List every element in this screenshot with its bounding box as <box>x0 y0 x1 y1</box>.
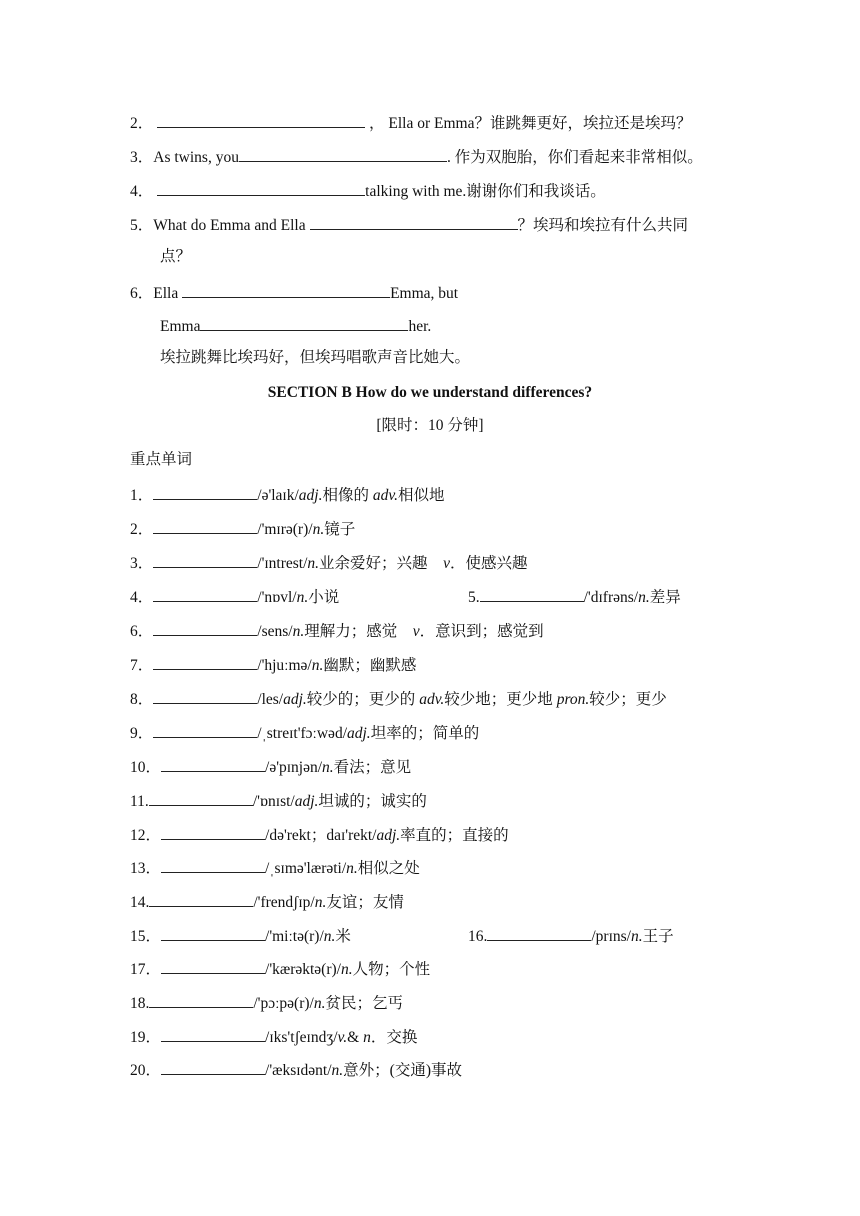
definition: ．使感兴趣 <box>449 555 528 572</box>
phonetic: /'ɒnɪst/ <box>252 793 295 810</box>
part-of-speech: n. <box>292 623 305 640</box>
phonetic: /'kærəktə(r)/ <box>265 961 341 978</box>
part-of-speech: n. <box>313 995 326 1012</box>
item-number: 17． <box>130 961 162 978</box>
sentence-text: Emma, but <box>390 285 459 302</box>
answer-blank[interactable] <box>153 688 257 704</box>
item-number: 15． <box>130 928 162 945</box>
answer-blank[interactable] <box>153 552 257 568</box>
sentence-text: ， Ella or Emma？谁跳舞更好，埃拉还是埃玛？ <box>369 115 692 132</box>
part-of-speech: n. <box>346 860 358 877</box>
answer-blank[interactable] <box>153 518 257 534</box>
definition: 幽默；幽默感 <box>323 657 417 674</box>
vocab-row-second-col <box>468 925 674 947</box>
definition: 镜子 <box>324 521 356 538</box>
definition: 小说 <box>308 589 340 606</box>
item-number: 2． <box>130 115 154 132</box>
part-of-speech: v <box>412 623 420 640</box>
phonetic: /'ɪntrest/ <box>257 555 308 572</box>
answer-blank[interactable] <box>153 654 257 670</box>
answer-blank[interactable] <box>161 958 265 974</box>
phonetic: /'mɪrə(r)/ <box>257 521 313 538</box>
answer-blank[interactable] <box>161 857 265 873</box>
answer-blank[interactable] <box>153 620 257 636</box>
item-number: 6． <box>130 623 154 640</box>
phonetic: /ˌstreɪt'fɔːwəd/ <box>257 725 347 742</box>
phonetic: /'frendʃɪp/ <box>253 894 315 911</box>
answer-blank[interactable] <box>161 1026 265 1042</box>
sentence-6 <box>130 282 458 304</box>
item-number: 11. <box>130 793 149 810</box>
part-of-speech: n. <box>314 894 327 911</box>
vocab-row <box>130 992 403 1014</box>
phonetic: /prɪns/ <box>591 928 631 945</box>
vocab-row <box>130 790 427 812</box>
item-number: 4． <box>130 183 154 200</box>
vocab-row <box>130 1026 417 1048</box>
definition: & <box>347 1029 364 1046</box>
section-title: SECTION B How do we understand differences? <box>267 384 593 401</box>
vocab-row <box>130 722 479 744</box>
answer-blank[interactable] <box>161 756 265 772</box>
phonetic: /də'rekt；daɪ'rekt/ <box>265 827 377 844</box>
definition: 米 <box>335 928 351 945</box>
sentence-text: ？埃玛和埃拉有什么共同 <box>517 217 689 234</box>
vocab-row <box>130 620 544 642</box>
definition: 坦诚的；诚实的 <box>318 793 427 810</box>
part-of-speech: pron. <box>556 691 590 708</box>
sentence-5-continued: 点？ <box>160 248 192 265</box>
answer-blank[interactable] <box>161 925 265 941</box>
part-of-speech: n. <box>307 555 320 572</box>
answer-blank[interactable] <box>487 925 591 941</box>
sentence-2 <box>130 112 691 134</box>
part-of-speech: adj. <box>294 793 319 810</box>
answer-blank[interactable] <box>149 790 253 806</box>
definition: 较少；更少 <box>589 691 667 708</box>
definition: 意外；(交通)事故 <box>343 1062 462 1079</box>
part-of-speech: n <box>363 1029 371 1046</box>
phonetic: /ə'laɪk/ <box>257 487 299 504</box>
phonetic: /ɪks'tʃeɪndʒ/ <box>265 1029 338 1046</box>
part-of-speech: adj. <box>283 691 307 708</box>
item-number: 20． <box>130 1062 162 1079</box>
phonetic: /les/ <box>257 691 284 708</box>
item-number: 10． <box>130 759 162 776</box>
sentence-text: 5．What do Emma and Ella <box>130 217 310 234</box>
phonetic: /ə'pɪnjən/ <box>265 759 323 776</box>
item-number: 2． <box>130 521 154 538</box>
definition: 坦率的；简单的 <box>370 725 480 742</box>
item-number: 5. <box>468 589 480 606</box>
answer-blank[interactable] <box>153 484 257 500</box>
definition: 较少地；更少地 <box>444 691 557 708</box>
sentence-5 <box>130 214 688 236</box>
definition: ．交换 <box>370 1029 418 1046</box>
definition: 相像的 <box>322 487 373 504</box>
answer-blank[interactable] <box>161 1059 265 1075</box>
vocab-row <box>130 891 404 913</box>
item-number: 4． <box>130 589 154 606</box>
item-number: 12． <box>130 827 162 844</box>
item-number: 8． <box>130 691 154 708</box>
phonetic: /'nɒvl/ <box>257 589 297 606</box>
definition: 相似之处 <box>357 860 420 877</box>
definition: 王子 <box>642 928 674 945</box>
item-number: 16. <box>468 928 488 945</box>
sentence-text: Emma <box>160 318 201 335</box>
part-of-speech: adv. <box>372 487 398 504</box>
item-number: 3． <box>130 555 154 572</box>
part-of-speech: adj. <box>347 725 371 742</box>
phonetic: /'æksɪdənt/ <box>265 1062 332 1079</box>
vocab-row <box>130 484 445 506</box>
vocab-row <box>130 958 430 980</box>
definition: 较少的；更少的 <box>306 691 420 708</box>
sentence-text: 3．As twins, you <box>130 149 239 166</box>
definition: 相似地 <box>397 487 445 504</box>
answer-blank[interactable] <box>157 112 365 128</box>
sentence-3 <box>130 146 703 168</box>
answer-blank[interactable] <box>153 586 257 602</box>
vocab-row <box>130 1059 462 1081</box>
time-limit: [限时：10 分钟] <box>376 417 484 434</box>
definition: 看法；意见 <box>333 759 412 776</box>
part-of-speech: n. <box>331 1062 344 1079</box>
part-of-speech: v. <box>337 1029 348 1046</box>
definition: 理解力；感觉 <box>304 623 413 640</box>
part-of-speech: n. <box>340 961 353 978</box>
definition: 贫民；乞丐 <box>325 995 403 1012</box>
vocab-row <box>130 688 667 710</box>
definition: 差异 <box>649 589 681 606</box>
vocab-row <box>130 654 416 676</box>
answer-blank[interactable] <box>149 891 253 907</box>
sentence-text: talking with me.谢谢你们和我谈话。 <box>365 183 606 200</box>
phonetic: /'dɪfrəns/ <box>583 589 639 606</box>
sentence-6-line-2 <box>160 315 431 337</box>
answer-blank[interactable] <box>310 214 518 230</box>
part-of-speech: n. <box>323 928 336 945</box>
phonetic: /ˌsɪmə'lærəti/ <box>265 860 347 877</box>
item-number: 1． <box>130 487 154 504</box>
part-of-speech: adv. <box>419 691 445 708</box>
definition: 友谊；友情 <box>326 894 404 911</box>
vocab-heading: 重点单词 <box>130 451 193 468</box>
sentence-text: . 作为双胞胎，你们看起来非常相似。 <box>446 149 703 166</box>
part-of-speech: adj. <box>376 827 401 844</box>
definition: ．意识到；感觉到 <box>419 623 544 640</box>
item-number: 14. <box>130 894 150 911</box>
part-of-speech: adj. <box>298 487 323 504</box>
definition: 率直的；直接的 <box>400 827 509 844</box>
answer-blank[interactable] <box>161 824 265 840</box>
answer-blank[interactable] <box>182 282 390 298</box>
phonetic: /'pɔːpə(r)/ <box>253 995 314 1012</box>
part-of-speech: n. <box>322 759 334 776</box>
vocab-row <box>130 824 509 846</box>
item-number: 7． <box>130 657 154 674</box>
vocab-row <box>130 552 527 574</box>
sentence-6-translation: 埃拉跳舞比埃玛好，但埃玛唱歌声音比她大。 <box>160 349 471 366</box>
vocab-row <box>130 518 355 540</box>
part-of-speech: v <box>443 555 450 572</box>
phonetic: /'miːtə(r)/ <box>265 928 324 945</box>
part-of-speech: n. <box>312 521 325 538</box>
vocab-row <box>130 756 411 778</box>
vocab-row <box>130 857 420 879</box>
definition: 人物；个性 <box>352 961 431 978</box>
sentence-text: her. <box>408 318 432 335</box>
answer-blank[interactable] <box>153 722 257 738</box>
answer-blank[interactable] <box>200 315 408 331</box>
sentence-4 <box>130 180 606 202</box>
phonetic: /sens/ <box>257 623 293 640</box>
answer-blank[interactable] <box>480 586 584 602</box>
item-number: 9． <box>130 725 154 742</box>
answer-blank[interactable] <box>239 146 447 162</box>
item-number: 13． <box>130 860 162 877</box>
phonetic: /'hjuːmə/ <box>257 657 312 674</box>
part-of-speech: n. <box>311 657 324 674</box>
item-number: 18. <box>130 995 150 1012</box>
answer-blank[interactable] <box>149 992 253 1008</box>
part-of-speech: n. <box>296 589 309 606</box>
part-of-speech: n. <box>631 928 643 945</box>
vocab-row <box>130 586 681 608</box>
answer-blank[interactable] <box>157 180 365 196</box>
part-of-speech: n. <box>638 589 650 606</box>
vocab-row <box>130 925 674 947</box>
vocab-row-second-col <box>468 586 681 608</box>
item-number: 19． <box>130 1029 162 1046</box>
definition: 业余爱好；兴趣 <box>319 555 444 572</box>
sentence-text: 6．Ella <box>130 285 183 302</box>
